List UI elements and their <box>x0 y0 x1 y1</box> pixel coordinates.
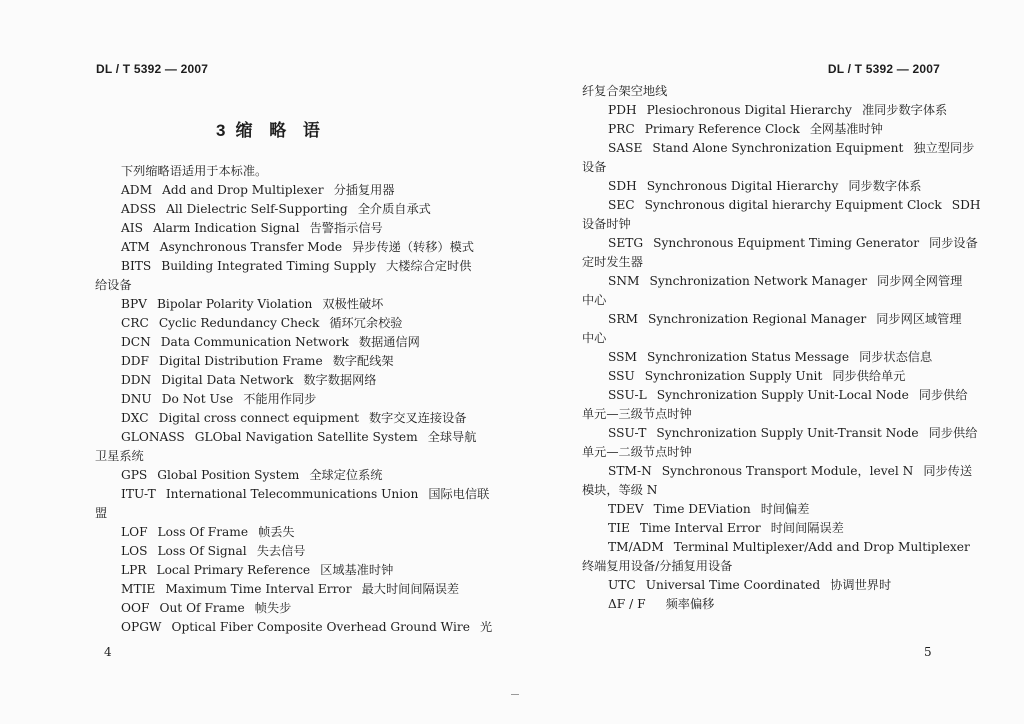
english-term: Asynchronous Transfer Mode <box>159 240 343 254</box>
abbreviation-entry <box>95 219 455 238</box>
chinese-term: 同步供给 <box>918 388 968 402</box>
chinese-term: 时间间隔误差 <box>770 521 844 535</box>
chinese-term: 大楼综合定时供 <box>386 259 472 273</box>
chinese-term: 同步供给单元 <box>832 369 906 383</box>
abbreviation: PRC <box>608 122 635 136</box>
chapter-title-text: 缩 略 语 <box>235 121 326 140</box>
abbreviation-entry <box>582 272 963 291</box>
abbreviation-entry <box>582 367 942 386</box>
abbreviation-entry <box>95 618 493 637</box>
english-term: Digital cross connect equipment <box>158 411 359 425</box>
abbreviation: SEC <box>608 198 635 212</box>
english-term: Add and Drop Multiplexer <box>162 183 324 197</box>
english-term: Primary Reference Clock <box>644 122 800 136</box>
abbreviation-entry <box>95 466 455 485</box>
abbreviation: DCN <box>121 335 151 349</box>
chinese-term: 帧丢失 <box>258 525 295 539</box>
english-term: Loss Of Signal <box>157 544 247 558</box>
english-term: Global Position System <box>157 468 300 482</box>
chinese-term: 分插复用器 <box>333 183 395 197</box>
abbreviation: DDN <box>121 373 152 387</box>
abbreviation: SSU-L <box>608 388 647 402</box>
abbreviation-entry <box>95 181 455 200</box>
english-term: Universal Time Coordinated <box>645 578 821 592</box>
chinese-term: 光 <box>479 620 493 634</box>
abbreviation-entry <box>582 139 975 158</box>
english-term: Terminal Multiplexer/Add and Drop Multiplexer <box>673 540 970 554</box>
abbreviation: AIS <box>121 221 143 235</box>
abbreviation-entry <box>95 580 460 599</box>
continuation-line: 盟 <box>95 506 108 520</box>
abbreviation-entry <box>582 234 978 253</box>
abbreviation: DNU <box>121 392 152 406</box>
english-term: GLObal Navigation Satellite System <box>194 430 418 444</box>
chinese-term: 数据通信网 <box>358 335 420 349</box>
chinese-term: 国际电信联 <box>428 487 490 501</box>
intro-text: 下列缩略语适用于本标准。 <box>121 164 268 178</box>
english-term: Time DEViation <box>653 502 751 516</box>
chinese-term: SDH <box>951 198 981 212</box>
english-term: Cyclic Redundancy Check <box>158 316 320 330</box>
continuation-line: 给设备 <box>95 278 132 292</box>
continuation-line: 终端复用设备/分插复用设备 <box>582 559 733 573</box>
english-term: Do Not Use <box>161 392 234 406</box>
chapter-title <box>216 116 326 141</box>
english-term: All Dielectric Self-Supporting <box>166 202 348 216</box>
abbreviation-entry <box>582 101 948 120</box>
chinese-term: 同步传送 <box>923 464 973 478</box>
abbreviation: SASE <box>608 141 643 155</box>
chinese-term: 不能用作同步 <box>243 392 317 406</box>
abbreviation-entry <box>582 348 942 367</box>
abbreviation-entry <box>582 576 942 595</box>
abbreviation-entry <box>582 386 968 405</box>
abbreviation-entry <box>95 428 477 447</box>
english-term: International Telecommunications Union <box>165 487 419 501</box>
chinese-term: 告警指示信号 <box>309 221 383 235</box>
chinese-term: 数字配线架 <box>332 354 394 368</box>
abbreviation: ADSS <box>121 202 157 216</box>
abbreviation-entry <box>582 462 973 481</box>
abbreviation: SNM <box>608 274 640 288</box>
english-term: Plesiochronous Digital Hierarchy <box>646 103 852 117</box>
abbreviation: LOF <box>121 525 148 539</box>
abbreviation: SDH <box>608 179 637 193</box>
continuation-line: 设备 <box>582 160 607 174</box>
abbreviation-entry <box>582 424 978 443</box>
abbreviation: UTC <box>608 578 636 592</box>
english-term: Synchronization Status Message <box>646 350 850 364</box>
chinese-term: 失去信号 <box>256 544 306 558</box>
abbreviation-entry <box>582 519 942 538</box>
abbreviation-entry <box>582 120 942 139</box>
abbreviation-entry <box>95 542 455 561</box>
chinese-term: 循环冗余校验 <box>329 316 403 330</box>
abbreviation-entry <box>95 352 455 371</box>
chinese-term: 数字交叉连接设备 <box>369 411 467 425</box>
abbreviation-entry <box>95 599 455 618</box>
english-term: Synchronization Supply Unit-Local Node <box>656 388 909 402</box>
divider <box>511 694 519 695</box>
chinese-term: 全球定位系统 <box>309 468 383 482</box>
abbreviation: TM/ADM <box>608 540 664 554</box>
chinese-term: 同步设备 <box>929 236 978 250</box>
abbreviation: TDEV <box>608 502 644 516</box>
abbreviation: GLONASS <box>121 430 185 444</box>
chinese-term: 全介质自承式 <box>357 202 431 216</box>
abbreviation-entry <box>95 314 455 333</box>
continuation-line: 单元—二级节点时钟 <box>582 445 692 459</box>
abbreviation-entry <box>95 200 455 219</box>
abbreviation: ATM <box>121 240 150 254</box>
abbreviation: SETG <box>608 236 644 250</box>
abbreviation-entry <box>95 238 474 257</box>
abbreviation-entry <box>95 257 472 276</box>
abbreviation-entry <box>582 196 981 215</box>
continuation-line: 纤复合架空地线 <box>582 84 668 98</box>
abbreviation: MTIE <box>121 582 156 596</box>
english-term: Synchronization Supply Unit <box>644 369 823 383</box>
page-number: 5 <box>924 645 932 659</box>
abbreviation-entry <box>582 310 962 329</box>
abbreviation-entry <box>582 538 970 557</box>
english-term: Digital Distribution Frame <box>159 354 323 368</box>
english-term: Building Integrated Timing Supply <box>161 259 377 273</box>
abbreviation: CRC <box>121 316 149 330</box>
chinese-term: 频率偏移 <box>665 597 715 611</box>
continuation-line: 模块，等级 N <box>582 483 658 497</box>
page-number: 4 <box>104 645 112 659</box>
abbreviation: SSU-T <box>608 426 647 440</box>
abbreviation: OPGW <box>121 620 162 634</box>
chinese-term: 区域基准时钟 <box>320 563 394 577</box>
english-term: Loss Of Frame <box>157 525 249 539</box>
english-term: Stand Alone Synchronization Equipment <box>652 141 904 155</box>
english-term: Synchronous Equipment Timing Generator <box>653 236 920 250</box>
chinese-term: 同步供给 <box>928 426 978 440</box>
chinese-term: 同步状态信息 <box>859 350 933 364</box>
abbreviation: STM-N <box>608 464 652 478</box>
abbreviation-entry <box>95 523 455 542</box>
english-term: Synchronization Regional Manager <box>648 312 867 326</box>
abbreviation-entry <box>95 561 455 580</box>
chinese-term: 帧失步 <box>254 601 292 615</box>
page-header: DL / T 5392 — 2007 <box>96 62 209 76</box>
english-term: Synchronous Digital Hierarchy <box>646 179 839 193</box>
continuation-line: 设备时钟 <box>582 217 631 231</box>
chinese-term: 同步网全网管理 <box>877 274 963 288</box>
chinese-term: 同步网区域管理 <box>876 312 962 326</box>
english-term: Alarm Indication Signal <box>152 221 300 235</box>
continuation-line: 卫星系统 <box>95 449 144 463</box>
english-term: Synchronization Supply Unit-Transit Node <box>656 426 919 440</box>
abbreviation: PDH <box>608 103 637 117</box>
abbreviation: BPV <box>121 297 147 311</box>
english-term: Digital Data Network <box>161 373 294 387</box>
abbreviation-entry <box>582 177 942 196</box>
chinese-term: 全网基准时钟 <box>809 122 883 136</box>
abbreviation: LOS <box>121 544 148 558</box>
chinese-term: 全球导航 <box>427 430 477 444</box>
chinese-term: 协调世界时 <box>830 578 892 592</box>
chinese-term: 最大时间间隔误差 <box>361 582 460 596</box>
english-term: Synchronization Network Manager <box>649 274 868 288</box>
abbreviation: ADM <box>121 183 153 197</box>
abbreviation: TIE <box>608 521 630 535</box>
abbreviation-entry <box>95 371 455 390</box>
abbreviation: GPS <box>121 468 148 482</box>
abbreviation-entry <box>95 295 455 314</box>
abbreviation: SSU <box>608 369 635 383</box>
continuation-line: 中心 <box>582 293 607 307</box>
abbreviation: SSM <box>608 350 637 364</box>
chinese-term: 数字数据网络 <box>303 373 377 387</box>
chapter-number: 3 <box>216 121 226 140</box>
chinese-term: 准同步数字体系 <box>861 103 948 117</box>
english-term: Data Communication Network <box>160 335 349 349</box>
abbreviation-entry <box>95 333 455 352</box>
chinese-term: 时间偏差 <box>760 502 810 516</box>
abbreviation: LPR <box>121 563 147 577</box>
english-term: Optical Fiber Composite Overhead Ground Wire <box>171 620 470 634</box>
abbreviation-entry <box>582 595 942 614</box>
abbreviation: SRM <box>608 312 639 326</box>
abbreviation-list <box>582 82 981 614</box>
abbreviation: OOF <box>121 601 150 615</box>
english-term: Synchronous digital hierarchy Equipment Clock <box>644 198 942 212</box>
english-term: Maximum Time Interval Error <box>165 582 352 596</box>
chinese-term: 异步传递（转移）模式 <box>352 240 474 254</box>
continuation-line: 定时发生器 <box>582 255 643 269</box>
abbreviation-entry <box>95 485 490 504</box>
english-term: Local Primary Reference <box>156 563 311 577</box>
abbreviation: BITS <box>121 259 152 273</box>
abbreviation-entry <box>582 500 942 519</box>
abbreviation: ΔF / F <box>608 597 646 611</box>
abbreviation-entry <box>95 409 467 428</box>
english-term: Bipolar Polarity Violation <box>156 297 313 311</box>
english-term: Time Interval Error <box>639 521 761 535</box>
right-page <box>512 0 1024 724</box>
english-term: Out Of Frame <box>159 601 245 615</box>
abbreviation-list <box>95 162 493 637</box>
continuation-line: 中心 <box>582 331 607 345</box>
chinese-term: 双极性破坏 <box>322 297 384 311</box>
chinese-term: 同步数字体系 <box>848 179 922 193</box>
continuation-line: 单元—三级节点时钟 <box>582 407 692 421</box>
chinese-term: 独立型同步 <box>913 141 975 155</box>
abbreviation: DXC <box>121 411 149 425</box>
page-header: DL / T 5392 — 2007 <box>827 62 940 76</box>
english-term: Synchronous Transport Module，level N <box>661 464 914 478</box>
abbreviation-entry <box>95 390 455 409</box>
abbreviation: ITU-T <box>121 487 156 501</box>
abbreviation: DDF <box>121 354 149 368</box>
